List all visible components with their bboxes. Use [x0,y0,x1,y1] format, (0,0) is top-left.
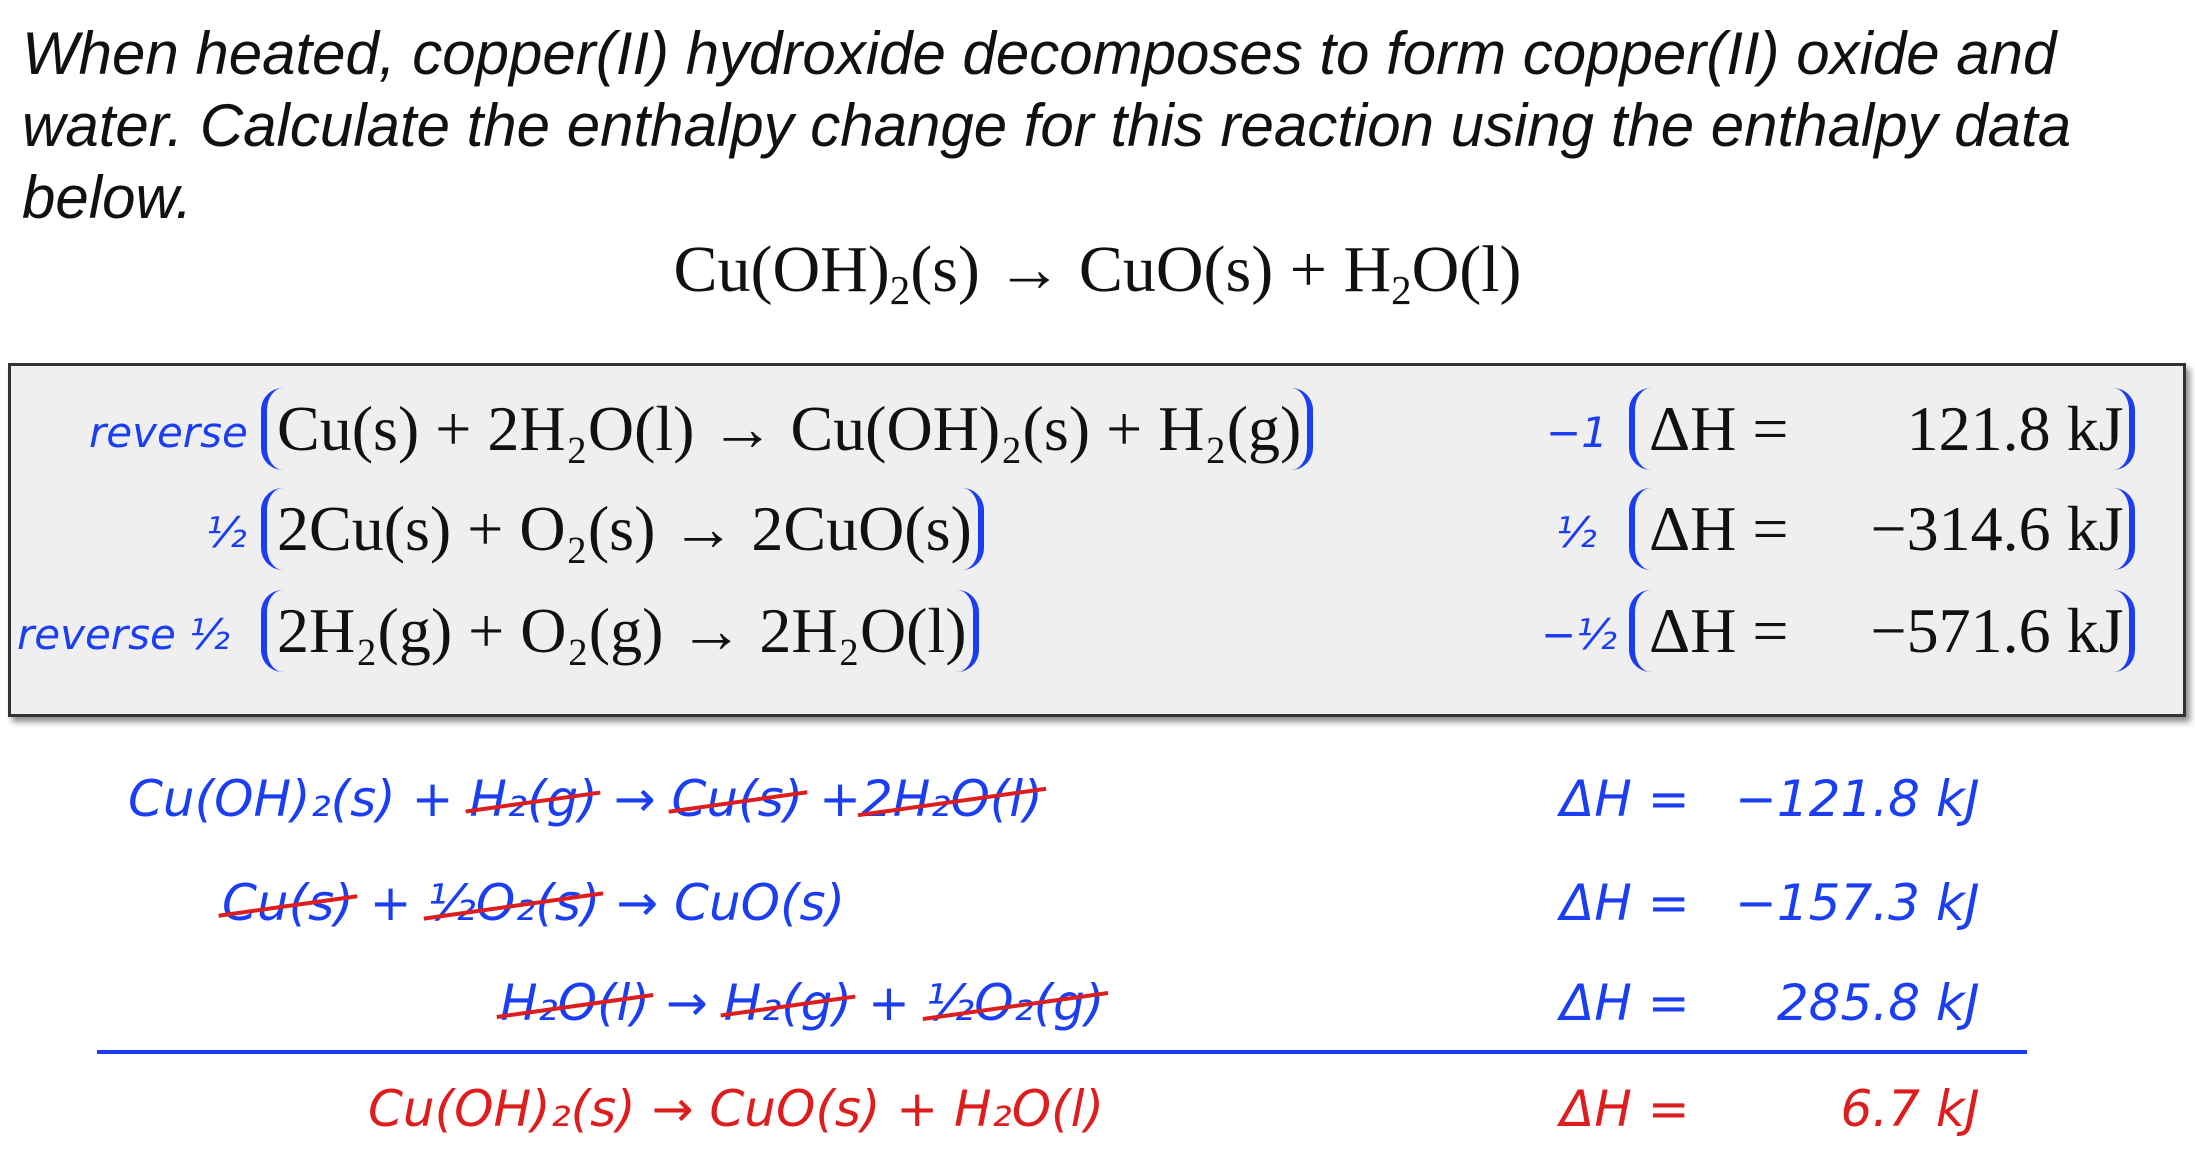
given-enthalpy-2: ΔH = −314.6 kJ [1629,488,2135,570]
work-enthalpy-3: ΔH = 285.8 kJ [1560,974,1980,1032]
factor-3: −½ [1541,610,1617,659]
given-equation-2: 2Cu(s) + O₂(s) → 2CuO(s) [261,488,984,570]
factor-1: −1 [1546,408,1608,457]
result-enthalpy: ΔH = 6.7 kJ [1560,1080,1980,1138]
work-equation-1: Cu(OH)₂(s) + H₂(g) → Cu(s) +2H₂O(l) [128,770,1043,828]
given-enthalpy-1: ΔH = 121.8 kJ [1629,388,2135,470]
work-enthalpy-1: ΔH = −121.8 kJ [1560,770,1980,828]
factor-2: ½ [1556,508,1597,557]
given-equation-1: Cu(s) + 2H₂O(l) → Cu(OH)₂(s) + H₂(g) [261,388,1313,470]
annotation-reverse: reverse [89,408,248,457]
target-reaction: $Cu(OH)_2(s) \to CuO(s) + H_2O(l)$ [673,233,1522,314]
sum-line [97,1050,2027,1054]
given-reactions-box [8,363,2186,717]
annotation-half: ½ [206,508,247,557]
work-enthalpy-2: ΔH = −157.3 kJ [1560,874,1980,932]
result-equation: Cu(OH)₂(s) → CuO(s) + H₂O(l) [368,1080,1104,1138]
annotation-reverse-half: reverse ½ [17,610,230,659]
work-equation-3: H₂O(l) → H₂(g) + ½O₂(g) [500,974,1105,1032]
given-equation-3: 2H₂(g) + O₂(g) → 2H₂O(l) [261,590,979,672]
work-equation-2: Cu(s) + ½O₂(s) → CuO(s) [222,874,846,932]
problem-statement: When heated, copper(II) hydroxide decomposes to form copper(II) oxide and water. Calculate the enthalpy change for this reaction using the enthalpy data below. [22,20,2072,231]
given-enthalpy-3: ΔH = −571.6 kJ [1629,590,2135,672]
